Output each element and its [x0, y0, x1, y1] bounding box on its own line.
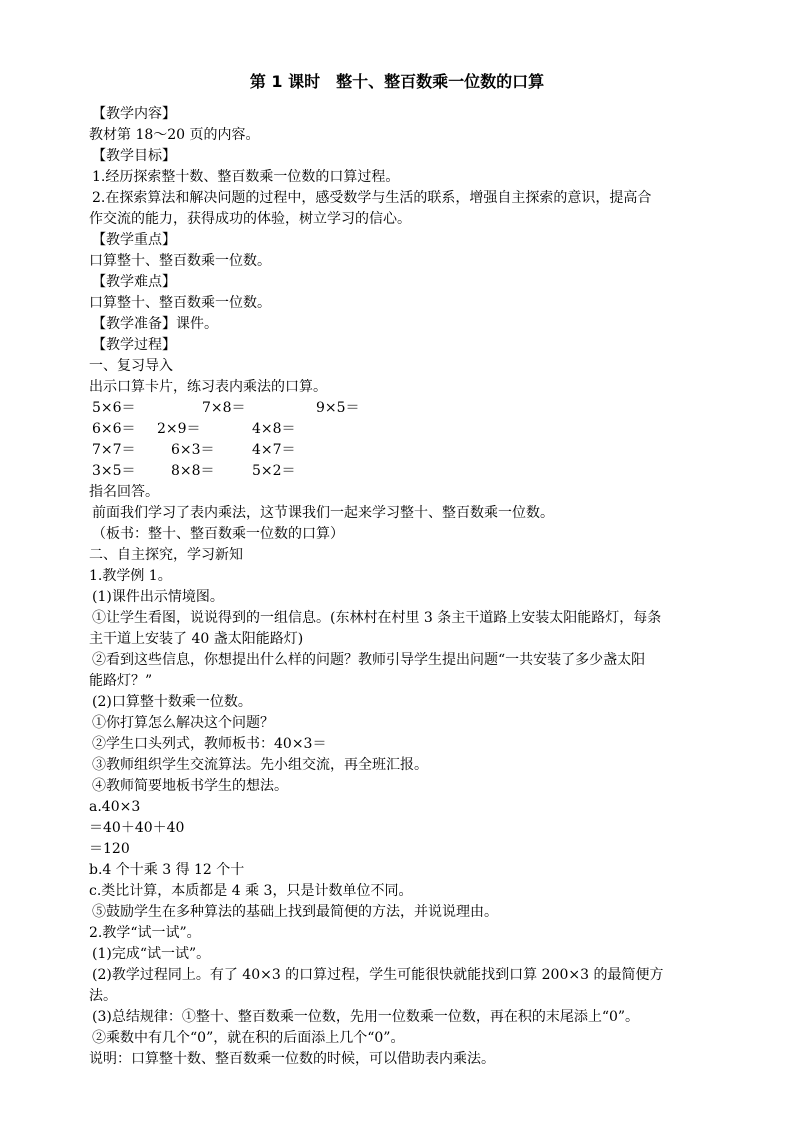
step-1-2d: ④教师简要地板书学生的想法。	[92, 778, 288, 794]
note-text: 说明：口算整十数、整百数乘一位数的时候，可以借助表内乘法。	[89, 1051, 495, 1067]
step-1-2b: ②学生口头列式，教师板书：40×3＝	[92, 736, 327, 752]
goal-1: 1.经历探索整十数、整百数乘一位数的口算过程。	[92, 169, 400, 185]
step-1-1a-line-2: 主干道上安装了 40 盏太阳能路灯)	[89, 631, 304, 647]
heading-difficulty: 【教学难点】	[92, 274, 176, 290]
goal-2-line-2: 作交流的能力，获得成功的体验，树立学习的信心。	[89, 211, 411, 227]
drill-row	[92, 440, 392, 461]
method-b: b.4 个十乘 3 得 12 个十	[89, 862, 245, 878]
preparation-text: 【教学准备】课件。	[92, 316, 218, 332]
difficulty-text: 口算整十、整百数乘一位数。	[89, 295, 271, 311]
drill-item: 3×5＝	[92, 463, 136, 479]
method-a-result: ＝120	[89, 841, 130, 857]
show-cards-text: 出示口算卡片，练习表内乘法的口算。	[89, 379, 327, 395]
page-title: 第 1 课时 整十、整百数乘一位数的口算	[249, 72, 545, 91]
drill-item: 6×3＝	[171, 442, 215, 458]
drill-item: 4×7＝	[252, 442, 296, 458]
drill-item: 7×7＝	[92, 442, 136, 458]
drill-item: 7×8＝	[202, 400, 246, 416]
heading-content: 【教学内容】	[92, 106, 176, 122]
drill-row	[92, 398, 392, 419]
step-1-1b-line-1: ②看到这些信息，你想提出什么样的问题？教师引导学生提出问题“一共安装了多少盏太阳	[92, 652, 646, 668]
step-1-2a: ①你打算怎么解决这个问题？	[92, 715, 274, 731]
heading-goals: 【教学目标】	[92, 148, 176, 164]
drill-item: 5×6＝	[92, 400, 136, 416]
board-text: （板书：整十、整百数乘一位数的口算）	[92, 526, 344, 542]
drill-item: 6×6＝	[92, 421, 136, 437]
heading-process: 【教学过程】	[92, 337, 176, 353]
key-point-text: 口算整十、整百数乘一位数。	[89, 253, 271, 269]
goal-2-line-1: 2.在探索算法和解决问题的过程中，感受数学与生活的联系，增强自主探索的意识，提高合	[92, 190, 652, 206]
drill-item: 8×8＝	[171, 463, 215, 479]
example-1-heading: 1.教学例 1。	[89, 568, 172, 584]
drill-row	[92, 419, 392, 440]
method-c: c.类比计算，本质都是 4 乘 3，只是计数单位不同。	[89, 883, 413, 899]
content-text: 教材第 18～20 页的内容。	[89, 127, 260, 143]
step-2-2-line-2: 法。	[89, 988, 117, 1004]
drill-item: 2×9＝	[157, 421, 201, 437]
section-2-heading: 二、自主探究，学习新知	[89, 547, 243, 563]
drill-item: 5×2＝	[252, 463, 296, 479]
heading-key-point: 【教学重点】	[92, 232, 176, 248]
step-1-2e: ⑤鼓励学生在多种算法的基础上找到最简便的方法，并说说理由。	[92, 904, 498, 920]
drill-item: 9×5＝	[316, 400, 360, 416]
step-1-2: (2)口算整十数乘一位数。	[92, 694, 252, 710]
method-a-step: ＝40＋40＋40	[89, 820, 185, 836]
step-2-1: (1)完成“试一试”。	[92, 946, 211, 962]
intro-text: 前面我们学习了表内乘法，这节课我们一起来学习整十、整百数乘一位数。	[92, 505, 554, 521]
example-2-heading: 2.教学“试一试”。	[89, 925, 201, 941]
step-1-2c: ③教师组织学生交流算法。先小组交流，再全班汇报。	[92, 757, 428, 773]
method-a: a.40×3	[89, 799, 141, 815]
step-2-3b: ②乘数中有几个“0”，就在积的后面添上几个“0”。	[92, 1030, 405, 1046]
drill-item: 4×8＝	[252, 421, 296, 437]
answer-text: 指名回答。	[89, 484, 159, 500]
step-2-3: (3)总结规律：①整十、整百数乘一位数，先用一位数乘一位数，再在积的末尾添上“0”。	[92, 1009, 640, 1025]
step-1-1b-line-2: 能路灯？”	[89, 673, 153, 689]
section-1-heading: 一、复习导入	[89, 358, 173, 374]
drill-row	[92, 461, 392, 482]
step-2-2-line-1: (2)教学过程同上。有了 40×3 的口算过程，学生可能很快就能找到口算 200×3 的最简便方	[92, 967, 664, 983]
step-1-1: (1)课件出示情境图。	[92, 589, 224, 605]
step-1-1a-line-1: ①让学生看图，说说得到的一组信息。(东林村在村里 3 条主干道路上安装太阳能路灯，每条	[92, 610, 662, 626]
